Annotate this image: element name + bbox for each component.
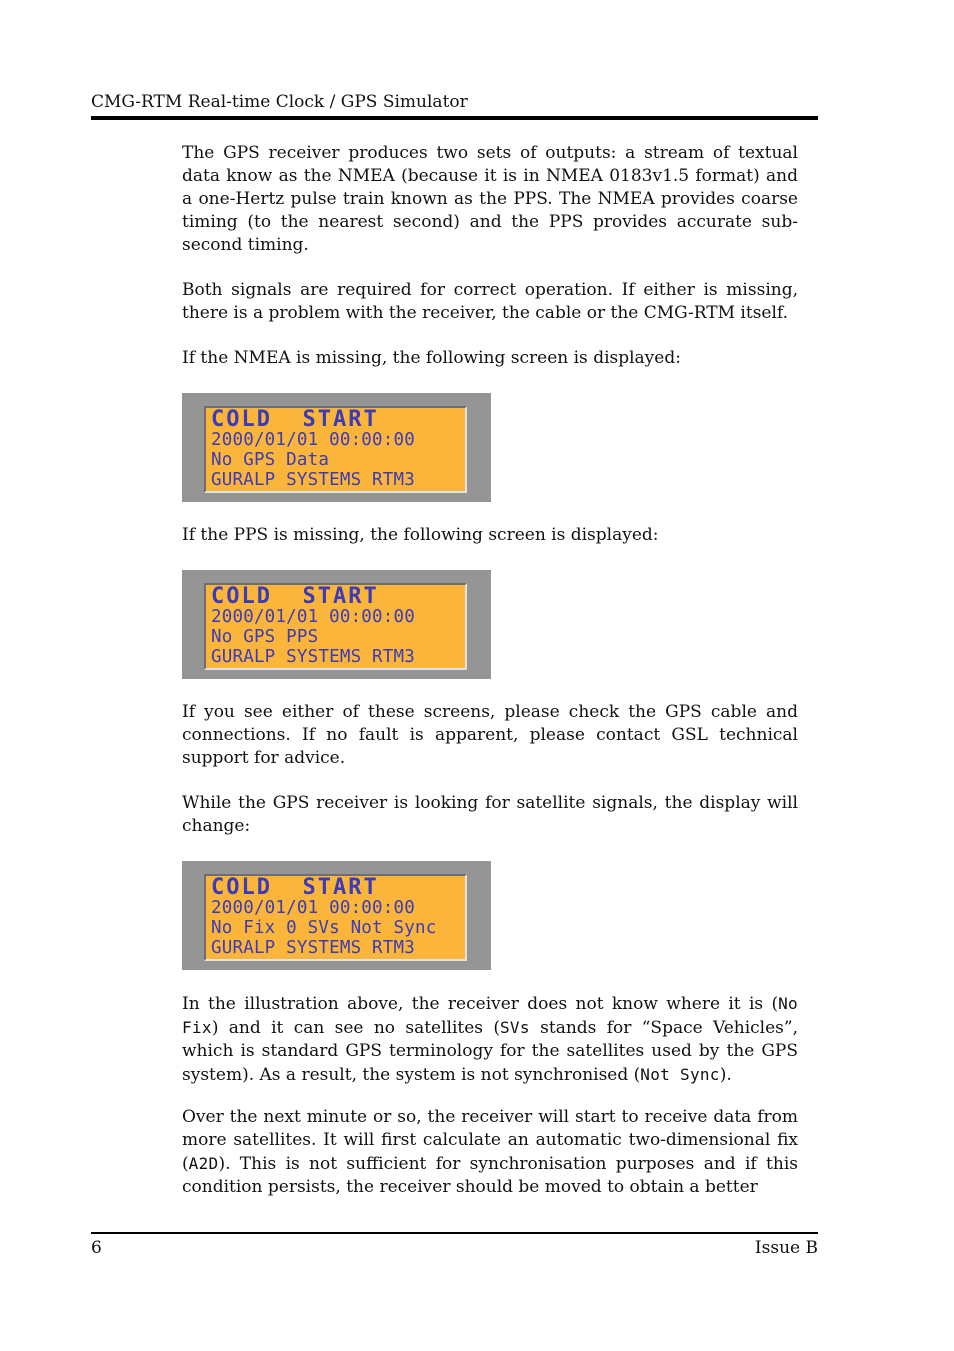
lcd-line-3: No GPS Data: [211, 450, 330, 470]
paragraph-nmea-missing: If the NMEA is missing, the following screen is displayed:: [182, 348, 681, 368]
lcd-line-2: 2000/01/01 00:00:00: [211, 430, 415, 450]
text-run: ).: [719, 1065, 732, 1085]
text-run: ) and it can see no satellites (: [211, 1018, 500, 1038]
lcd-line-3: No GPS PPS: [211, 627, 319, 647]
lcd-line-1: COLD START: [211, 875, 379, 900]
code-no-fix: No Fix: [182, 994, 798, 1037]
lcd-line-1: COLD START: [211, 584, 379, 609]
paragraph-gps-outputs: The GPS receiver produces two sets of outputs: a stream of textual data know as the NMEA (because it is in NMEA 0183v1.5 format) and a one-Hertz pulse train known as the PPS. The NMEA provides coarse timing (to the nearest second) and the PPS provides accurate sub-second timing.: [182, 143, 798, 255]
paragraph-check-cable: If you see either of these screens, please check the GPS cable and connections. If no fault is apparent, please contact GSL technical support for advice.: [182, 702, 798, 768]
lcd-display-no-gps-pps: [182, 570, 491, 679]
code-not-sync: Not Sync: [640, 1065, 720, 1084]
issue-label: Issue B: [754, 1238, 818, 1258]
lcd-line-4: GURALP SYSTEMS RTM3: [211, 647, 415, 667]
code-svs: SVs: [500, 1018, 530, 1037]
lcd-screen: [204, 583, 467, 670]
paragraph-both-signals: Both signals are required for correct operation. If either is missing, there is a problem with the receiver, the cable or the CMG-RTM itself.: [182, 280, 798, 323]
lcd-line-2: 2000/01/01 00:00:00: [211, 607, 415, 627]
text-run: Over the next minute or so, the receiver will start to receive data from more satellites. It will first calculate an automatic two-dimensional fix (: [182, 1107, 798, 1174]
lcd-display-no-fix: [182, 861, 491, 970]
lcd-screen: [204, 406, 467, 493]
lcd-display-no-gps-data: [182, 393, 491, 502]
header-rule: [91, 116, 818, 120]
running-header: CMG-RTM Real-time Clock / GPS Simulator: [91, 92, 468, 112]
lcd-line-2: 2000/01/01 00:00:00: [211, 898, 415, 918]
lcd-line-4: GURALP SYSTEMS RTM3: [211, 938, 415, 958]
page-number: 6: [91, 1238, 102, 1258]
paragraph-illustration-explained: [182, 992, 798, 1087]
lcd-line-1: COLD START: [211, 407, 379, 432]
lcd-screen: [204, 874, 467, 961]
text-run: In the illustration above, the receiver does not know where it is (: [182, 994, 779, 1014]
footer-rule: [91, 1232, 818, 1234]
code-a2d: A2D: [188, 1154, 219, 1173]
paragraph-pps-missing: If the PPS is missing, the following screen is displayed:: [182, 525, 659, 545]
paragraph-display-change: While the GPS receiver is looking for satellite signals, the display will change:: [182, 793, 798, 836]
paragraph-next-minute: [182, 1106, 798, 1199]
lcd-line-4: GURALP SYSTEMS RTM3: [211, 470, 415, 490]
text-run: ). This is not sufficient for synchronisation purposes and if this condition persists, the receiver should be moved to obtain a better: [182, 1154, 798, 1197]
lcd-line-3: No Fix 0 SVs Not Sync: [211, 918, 437, 938]
text-run: stands for “Space Vehicles”, which is standard GPS terminology for the satellites used by the GPS system). As a result, the system is not synchronised (: [182, 1018, 799, 1085]
